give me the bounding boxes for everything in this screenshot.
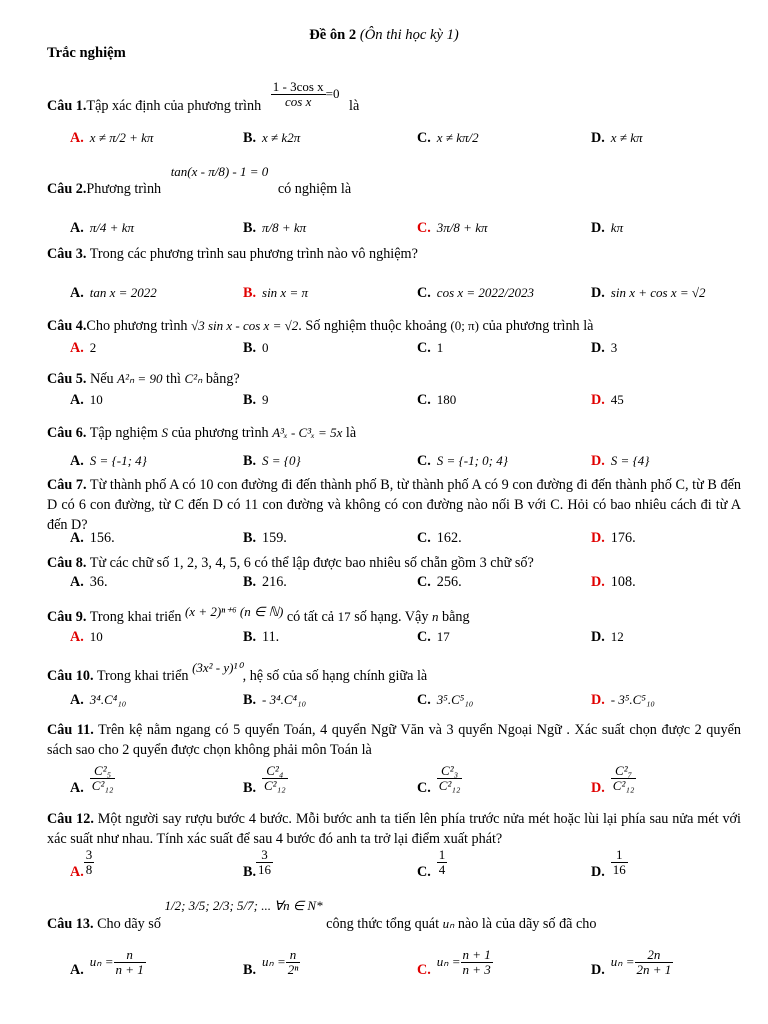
question-text: Tập nghiệm	[89, 425, 158, 441]
question-label: Câu 3.	[47, 246, 87, 262]
equation: $\frac{\text{1 - 3cos x}}{\text{cos x}}$	[272, 79, 324, 110]
option-a[interactable]: A. π/4 + kπ	[70, 220, 134, 236]
question-label: Câu 2.	[47, 181, 87, 197]
question-label: Câu 8.	[47, 555, 87, 571]
option-c[interactable]: C. $\frac{\text{C²₃}}{\text{C²₁₂}}$	[417, 763, 461, 797]
option-d[interactable]: D. 45	[591, 392, 624, 408]
section-heading: Trắc nghiệm	[47, 45, 126, 61]
question-10: Câu 10. Trong khai triển (3x² - y)¹⁰, hệ số của số hạng chính giữa là	[47, 660, 428, 684]
option-b[interactable]: B. 216.	[243, 574, 287, 590]
option-b[interactable]: B. x ≠ k2π	[243, 130, 301, 146]
option-c[interactable]: C. 1	[417, 340, 444, 356]
option-d[interactable]: D. $\frac{1}{16}$	[591, 847, 626, 881]
option-c[interactable]: C. x ≠ kπ/2	[417, 130, 479, 146]
option-a[interactable]: A. $\frac{\text{C²₅}}{\text{C²₁₂}}$	[70, 763, 114, 797]
option-d[interactable]: D. 12	[591, 629, 624, 645]
equation: tan(x - π/8) - 1 = 0	[170, 164, 269, 179]
option-a[interactable]: A. tan x = 2022	[70, 285, 157, 301]
option-a[interactable]: A. 2	[70, 340, 97, 356]
question-5: Câu 5. Nếu A²ₙ = 90 thì C²ₙ bằng?	[47, 371, 240, 387]
question-text: Từ thành phố A có 10 con đường đi đến thành phố B, từ thành phố A có 9 con đường đi đến thành phố C, từ B đến D có 6 con đường, từ C đến D có 11 con đường và không có con đường nào nối B với C. Hỏi có bao nhiêu cách đi từ A đến D?	[47, 477, 741, 533]
question-text: Cho dãy số	[97, 916, 161, 932]
option-d[interactable]: D. sin x + cos x = √2	[591, 285, 706, 301]
option-c[interactable]: C. 180	[417, 392, 457, 408]
question-label: Câu 13.	[47, 916, 94, 932]
question-label: Câu 7.	[47, 477, 87, 493]
option-d[interactable]: D. $\frac{\text{C²₇}}{\text{C²₁₂}}$	[591, 763, 635, 797]
option-b[interactable]: B. S = {0}	[243, 453, 301, 469]
option-b[interactable]: B. $\frac{\text{C²₄}}{\text{C²₁₂}}$	[243, 763, 286, 797]
option-c[interactable]: C.uₙ = $\frac{n + 1}{n + 3}$	[417, 947, 491, 979]
question-text: Tập xác định của phương trình	[86, 98, 262, 115]
option-b[interactable]: B. - 3⁴.C⁴₁₀	[243, 692, 307, 708]
question-text: Nếu	[89, 371, 114, 387]
question-label: Câu 1.	[47, 98, 87, 115]
option-a[interactable]: A. 36.	[70, 574, 108, 590]
option-c[interactable]: C. 256.	[417, 574, 462, 590]
question-label: Câu 4.	[47, 318, 87, 334]
option-a[interactable]: A. 10	[70, 629, 103, 645]
option-a[interactable]: A. S = {-1; 4}	[70, 453, 147, 469]
question-11	[47, 720, 741, 760]
question-text: Phương trình	[86, 181, 162, 197]
option-b[interactable]: B. 159.	[243, 530, 287, 546]
option-d[interactable]: D. kπ	[591, 220, 624, 236]
option-b[interactable]: B. sin x = π	[243, 285, 308, 301]
question-text: Trên kệ nằm ngang có 5 quyển Toán, 4 quyển Ngữ Văn và 3 quyển Ngoại Ngữ . Xác suất chọn được 2 quyển sách sao cho 2 quyển được chọn không phải môn Toán là	[47, 722, 741, 758]
option-d[interactable]: D.uₙ = $\frac{2n}{2n + 1}$	[591, 947, 672, 979]
question-label: Câu 5.	[47, 371, 87, 387]
question-1: Câu 1.Tập xác định của phương trình $\frac{\text{1 - 3cos x}}{\text{cos x}}$ =0 là	[47, 79, 360, 115]
option-c[interactable]: C. 3⁵.C⁵₁₀	[417, 692, 474, 708]
option-b[interactable]: B. π/8 + kπ	[243, 220, 307, 236]
option-c[interactable]: C. cos x = 2022/2023	[417, 285, 535, 301]
question-4: Câu 4.Cho phương trình √3 sin x - cos x = √2. Số nghiệm thuộc khoảng (0; π) của phương trình là	[47, 318, 594, 334]
option-d[interactable]: D. 108.	[591, 574, 636, 590]
option-b[interactable]: B.uₙ = $\frac{n}{\text{2ⁿ}}$	[243, 947, 299, 979]
option-d[interactable]: D. 176.	[591, 530, 636, 546]
question-text: Trong các phương trình sau phương trình nào vô nghiệm?	[89, 246, 418, 262]
question-9: Câu 9. Trong khai triển (x + 2)ⁿ⁺⁶ (n ∈ ℕ) có tất cả 17 số hạng. Vậy n bằng	[47, 604, 470, 625]
question-text: Một người say rượu bước 4 bước. Mỗi bước anh ta tiến lên phía trước nửa mét hoặc lùi lại phía sau nửa mét với xác suất như nhau. Tính xác suất để sau 4 bước đó anh ta trở lại điểm xuất phát?	[47, 811, 742, 847]
title-subtitle: (Ôn thi học kỳ 1)	[359, 27, 459, 43]
title-main: Đề ôn 2	[309, 27, 357, 43]
option-b[interactable]: B. 11.	[243, 629, 280, 645]
option-c[interactable]: C. 17	[417, 629, 450, 645]
option-c[interactable]: C. S = {-1; 0; 4}	[417, 453, 508, 469]
question-2: Câu 2.Phương trình tan(x - π/8) - 1 = 0 có nghiệm là	[47, 164, 352, 197]
question-7	[47, 475, 741, 535]
option-d[interactable]: D. - 3⁵.C⁵₁₀	[591, 692, 655, 708]
option-b[interactable]: B. 9	[243, 392, 269, 408]
question-label: Câu 9.	[47, 609, 87, 625]
option-b[interactable]: B. 0	[243, 340, 269, 356]
option-b[interactable]: B. $\frac{3}{16}$	[243, 847, 272, 881]
option-a[interactable]: A. 10	[70, 392, 103, 408]
question-13: Câu 13. Cho dãy số 1/2; 3/5; 2/3; 5/7; ... ∀n ∈ N* công thức tổng quát uₙ nào là của dãy số đã cho	[47, 898, 597, 932]
option-d[interactable]: D. 3	[591, 340, 618, 356]
question-label: Câu 11.	[47, 722, 94, 738]
option-a[interactable]: A. 156.	[70, 530, 115, 546]
question-text: Trong khai triển	[96, 668, 189, 684]
question-label: Câu 6.	[47, 425, 87, 441]
question-text: Từ các chữ số 1, 2, 3, 4, 5, 6 có thể lập được bao nhiêu số chẵn gồm 3 chữ số?	[89, 555, 534, 571]
question-6: Câu 6. Tập nghiệm S của phương trình A³ₓ - C³ₓ = 5x là	[47, 425, 357, 441]
question-label: Câu 10.	[47, 668, 94, 684]
question-text: Trong khai triển	[89, 609, 182, 625]
option-c[interactable]: C. 3π/8 + kπ	[417, 220, 488, 236]
equation: √3 sin x - cos x = √2	[191, 318, 299, 333]
option-a[interactable]: A. x ≠ π/2 + kπ	[70, 130, 154, 146]
option-a[interactable]: A.uₙ = $\frac{n}{n + 1}$	[70, 947, 144, 979]
page-title	[0, 27, 768, 44]
question-text: Cho phương trình	[86, 318, 188, 334]
option-a[interactable]: A. 3⁴.C⁴₁₀	[70, 692, 127, 708]
question-label: Câu 12.	[47, 811, 94, 827]
option-a[interactable]: A. $\frac{3}{8}$	[70, 847, 93, 881]
question-8	[47, 555, 534, 572]
option-c[interactable]: C. 162.	[417, 530, 462, 546]
question-3	[47, 246, 418, 263]
option-d[interactable]: D. x ≠ kπ	[591, 130, 643, 146]
option-d[interactable]: D. S = {4}	[591, 453, 650, 469]
option-c[interactable]: C. $\frac{1}{4}$	[417, 847, 446, 881]
question-12	[47, 809, 741, 849]
